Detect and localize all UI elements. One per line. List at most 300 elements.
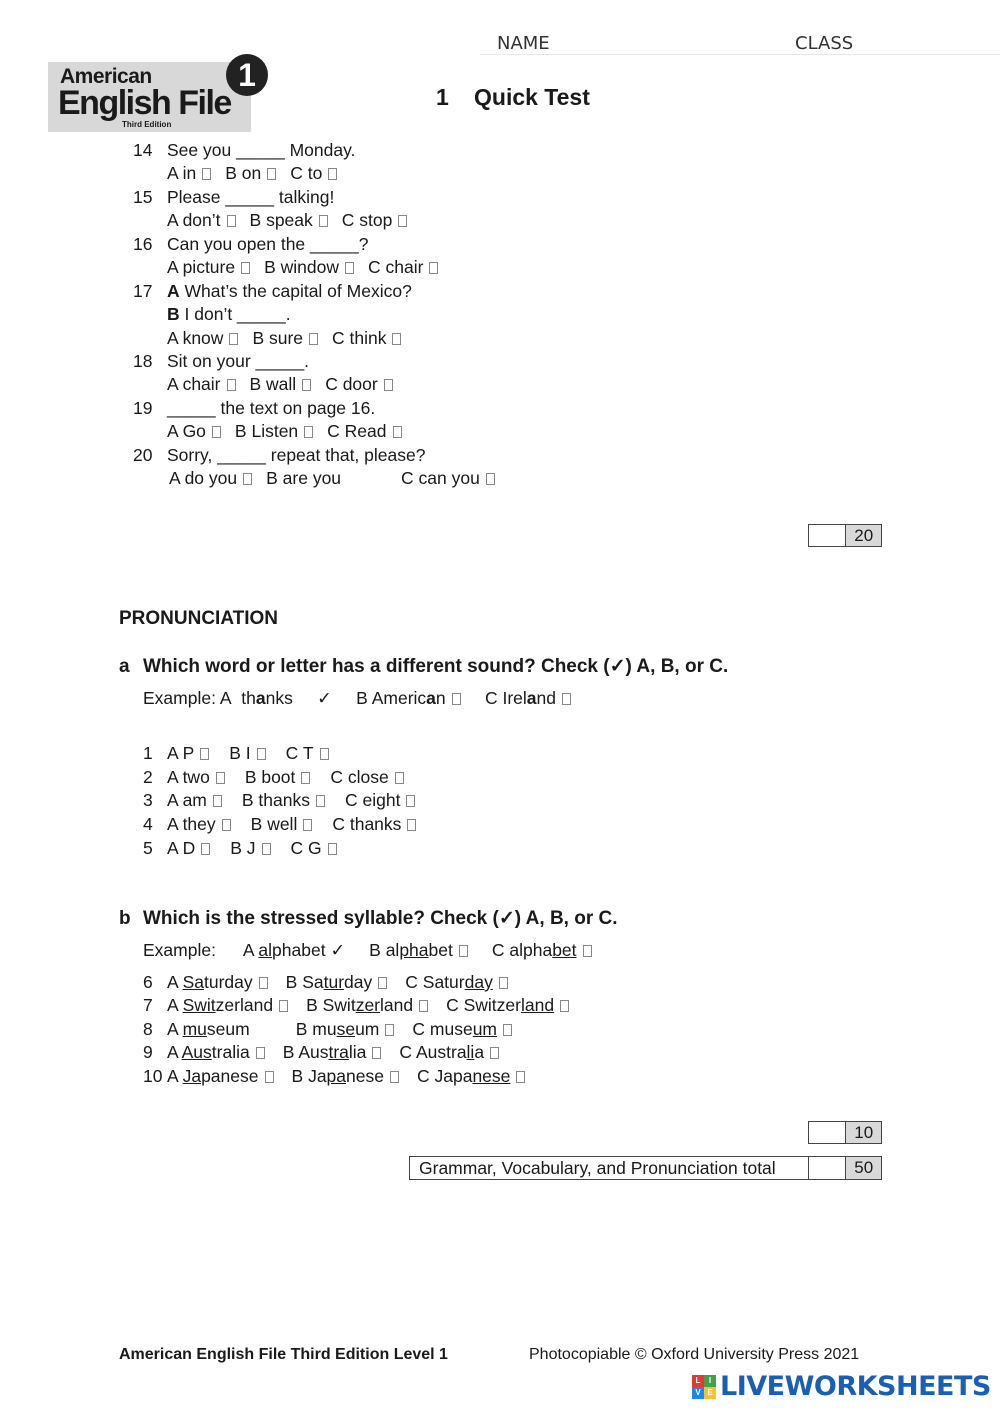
checkbox[interactable] xyxy=(562,693,571,705)
example-label: Example: A xyxy=(143,688,232,708)
question-options xyxy=(167,163,351,183)
checkbox[interactable] xyxy=(328,168,337,180)
checkbox[interactable] xyxy=(392,333,401,345)
option[interactable] xyxy=(283,1042,382,1062)
checkbox[interactable] xyxy=(320,748,329,760)
score-entry[interactable] xyxy=(809,1122,846,1143)
option-label: C stop xyxy=(341,210,393,230)
stressed-syllable: tur xyxy=(323,972,345,992)
title-text: Quick Test xyxy=(474,84,590,110)
option[interactable] xyxy=(266,468,341,488)
item-number: 10 xyxy=(143,1066,163,1086)
option-letter: C xyxy=(416,1066,430,1086)
footer-title: American English File Third Edition Level 1 xyxy=(119,1346,448,1363)
item-number: 4 xyxy=(143,814,153,834)
option-label: B well xyxy=(250,814,298,834)
option[interactable] xyxy=(286,743,329,763)
stressed-syllable: pa xyxy=(326,1066,347,1086)
option-label: B thanks xyxy=(241,790,310,810)
example-check: ✓ xyxy=(330,940,346,960)
header-rule xyxy=(480,54,1000,55)
checkbox[interactable] xyxy=(499,977,508,989)
stressed-syllable: Sa xyxy=(182,972,204,992)
option-letter: A xyxy=(167,995,178,1015)
score-max: 20 xyxy=(846,525,881,546)
option-letter: C xyxy=(491,940,505,960)
option-label: C G xyxy=(290,838,322,858)
checkbox[interactable] xyxy=(265,1071,274,1083)
question-text: See you _____ Monday. xyxy=(167,140,356,160)
checkbox[interactable] xyxy=(328,843,337,855)
score-box-grammar xyxy=(808,524,882,547)
score-entry[interactable] xyxy=(809,1157,846,1179)
example-option-c: C Ireland xyxy=(484,688,556,708)
stressed-syllable: tra xyxy=(328,1042,349,1062)
checkbox[interactable] xyxy=(419,1000,428,1012)
part-b-item xyxy=(143,1066,543,1086)
option-letter: C xyxy=(446,995,459,1015)
example-option xyxy=(369,940,468,960)
option-letter: A xyxy=(167,1042,178,1062)
option-label: B window xyxy=(264,257,340,277)
syllable: lia xyxy=(348,1042,367,1062)
option[interactable] xyxy=(167,328,238,348)
checkbox[interactable] xyxy=(216,772,225,784)
stressed-syllable: zer xyxy=(355,995,380,1015)
question-stem xyxy=(133,398,375,418)
option[interactable] xyxy=(368,257,438,277)
example-option-b: B American xyxy=(356,688,446,708)
option-label: A D xyxy=(167,838,196,858)
question-number: 18 xyxy=(133,351,153,371)
item-number: 2 xyxy=(143,767,153,787)
stressed-syllable: li xyxy=(466,1042,475,1062)
part-b-example xyxy=(143,940,612,960)
checkbox[interactable] xyxy=(301,772,310,784)
checkbox[interactable] xyxy=(393,426,402,438)
option[interactable] xyxy=(405,972,508,992)
checkbox[interactable] xyxy=(486,473,495,485)
item-number: 9 xyxy=(143,1042,153,1062)
checkbox[interactable] xyxy=(378,977,387,989)
option[interactable] xyxy=(327,421,401,441)
question-stem xyxy=(133,140,355,160)
option-letter: B xyxy=(306,995,318,1015)
option[interactable] xyxy=(291,838,337,858)
syllable: nese xyxy=(346,1066,384,1086)
stressed-syllable: se xyxy=(336,1019,356,1039)
question-text: Please _____ talking! xyxy=(167,187,335,207)
question-text: What’s the capital of Mexico? xyxy=(184,281,412,301)
option[interactable] xyxy=(167,1019,250,1039)
option-label: C thanks xyxy=(332,814,402,834)
question-stem xyxy=(133,445,425,465)
option[interactable] xyxy=(412,1019,512,1039)
checkbox[interactable] xyxy=(267,168,276,180)
example-option xyxy=(243,940,345,960)
syllable: Switzer xyxy=(463,995,521,1015)
question-stem xyxy=(133,281,412,301)
checkbox[interactable] xyxy=(395,772,404,784)
logo-edition: Third Edition xyxy=(122,120,172,129)
question-number: 20 xyxy=(133,445,153,465)
option[interactable] xyxy=(167,257,250,277)
checkbox[interactable] xyxy=(200,748,209,760)
part-b-letter: b xyxy=(119,908,131,929)
option[interactable] xyxy=(167,814,231,834)
question-number: 17 xyxy=(133,281,153,301)
checkbox[interactable] xyxy=(384,379,393,391)
option[interactable] xyxy=(167,838,210,858)
total-label: Grammar, Vocabulary, and Pronunciation total xyxy=(409,1156,810,1180)
stressed-syllable: bet xyxy=(552,940,577,960)
option-label: B sure xyxy=(252,328,304,348)
option[interactable] xyxy=(229,743,265,763)
option[interactable] xyxy=(167,210,236,230)
option[interactable] xyxy=(417,1066,525,1086)
option[interactable] xyxy=(290,163,337,183)
example-check: ✓ xyxy=(317,688,332,708)
checkbox[interactable] xyxy=(385,1024,394,1036)
option-letter: B xyxy=(285,972,298,992)
item-number: 1 xyxy=(143,743,153,763)
title-number: 1 xyxy=(436,84,449,110)
checkbox[interactable] xyxy=(345,262,354,274)
part-a-item xyxy=(143,814,436,834)
option[interactable] xyxy=(252,328,318,348)
example-option xyxy=(492,940,592,960)
syllable: al xyxy=(385,940,400,960)
part-b-instruction xyxy=(119,907,618,930)
option[interactable] xyxy=(251,814,313,834)
checkbox[interactable] xyxy=(213,795,222,807)
stressed-syllable: al xyxy=(258,940,273,960)
option-letter: B xyxy=(295,1019,308,1039)
question-options xyxy=(167,210,421,230)
option[interactable] xyxy=(330,767,403,787)
checkbox[interactable] xyxy=(516,1071,525,1083)
option[interactable] xyxy=(286,972,388,992)
syllable: land xyxy=(380,995,414,1015)
question-text: Can you open the _____? xyxy=(167,234,369,254)
question-options xyxy=(167,374,407,394)
question-number: 14 xyxy=(133,140,153,160)
option-letter: A xyxy=(167,1066,178,1086)
option-label: A they xyxy=(167,814,216,834)
liveworksheets-icon xyxy=(692,1375,716,1399)
item-number: 7 xyxy=(143,995,153,1015)
option[interactable] xyxy=(167,1042,265,1062)
checkbox[interactable] xyxy=(560,1000,569,1012)
question-options xyxy=(169,468,509,488)
option-label: C eight xyxy=(345,790,401,810)
option-label: C door xyxy=(325,374,378,394)
checkbox[interactable] xyxy=(303,819,312,831)
score-box-pronunciation xyxy=(808,1121,882,1144)
stressed-syllable: Ja xyxy=(182,1066,202,1086)
icon-tile: L xyxy=(692,1375,704,1387)
stressed-syllable: mu xyxy=(182,1019,207,1039)
option-label: A do you xyxy=(169,468,238,488)
checkbox[interactable] xyxy=(212,426,221,438)
option-label: B are you xyxy=(266,468,342,488)
speaker-a: A xyxy=(167,281,180,301)
question-options xyxy=(167,328,415,348)
checkbox[interactable] xyxy=(309,333,318,345)
option-label: A Go xyxy=(167,421,206,441)
question-number: 15 xyxy=(133,187,153,207)
checkbox[interactable] xyxy=(229,333,238,345)
question-text: _____ the text on page 16. xyxy=(167,398,376,418)
question-options xyxy=(167,421,416,441)
option-label: A in xyxy=(167,163,197,183)
checkbox[interactable] xyxy=(407,819,416,831)
option[interactable] xyxy=(245,767,311,787)
option[interactable] xyxy=(225,163,276,183)
example-label: Example: xyxy=(143,940,216,960)
option[interactable] xyxy=(325,374,393,394)
question-stem-b xyxy=(167,304,291,324)
checkbox[interactable] xyxy=(227,215,236,227)
option-label: B J xyxy=(230,838,256,858)
question-number: 19 xyxy=(133,398,153,418)
option[interactable] xyxy=(167,767,225,787)
syllable: Satur xyxy=(422,972,465,992)
stressed-syllable: um xyxy=(472,1019,497,1039)
item-number: 8 xyxy=(143,1019,153,1039)
option[interactable] xyxy=(296,1019,395,1039)
icon-tile: E xyxy=(704,1387,716,1399)
option-letter: B xyxy=(369,940,381,960)
checkbox[interactable] xyxy=(227,379,236,391)
question-options xyxy=(167,257,452,277)
option-label: B speak xyxy=(249,210,313,230)
option[interactable] xyxy=(167,790,222,810)
question-stem xyxy=(133,351,309,371)
checkbox[interactable] xyxy=(459,945,468,957)
question-number: 16 xyxy=(133,234,153,254)
option-label: C chair xyxy=(368,257,424,277)
logo xyxy=(48,62,251,132)
option-letter: B xyxy=(291,1066,304,1086)
option-label: B I xyxy=(229,743,251,763)
item-number: 6 xyxy=(143,972,153,992)
logo-line1: American xyxy=(60,65,152,88)
question-stem xyxy=(133,187,334,207)
syllable: Japa xyxy=(434,1066,473,1086)
checkbox[interactable] xyxy=(372,1047,381,1059)
checkbox[interactable] xyxy=(259,977,268,989)
checkbox[interactable] xyxy=(202,168,211,180)
part-a-item xyxy=(143,743,349,763)
option-label: C Read xyxy=(327,421,387,441)
syllable: Austra xyxy=(415,1042,467,1062)
option-letter: A xyxy=(167,972,178,992)
checkbox[interactable] xyxy=(452,693,461,705)
syllable: panese xyxy=(201,1066,259,1086)
option-label: C can you xyxy=(401,468,480,488)
checkbox[interactable] xyxy=(262,843,271,855)
option[interactable] xyxy=(399,1042,499,1062)
checkbox[interactable] xyxy=(316,795,325,807)
item-number: 3 xyxy=(143,790,153,810)
page-title xyxy=(436,84,590,111)
option[interactable] xyxy=(167,163,211,183)
option[interactable] xyxy=(401,468,495,488)
syllable: day xyxy=(344,972,373,992)
option-label: A two xyxy=(167,767,210,787)
option-label: A don’t xyxy=(167,210,221,230)
checkbox[interactable] xyxy=(257,748,266,760)
syllable: zerland xyxy=(215,995,274,1015)
option[interactable] xyxy=(250,374,312,394)
question-text: Sorry, _____ repeat that, please? xyxy=(167,445,426,465)
syllable: turday xyxy=(204,972,253,992)
stressed-syllable: Aus xyxy=(181,1042,212,1062)
section-title-pronunciation: PRONUNCIATION xyxy=(119,608,279,629)
checkbox[interactable] xyxy=(406,795,415,807)
option[interactable] xyxy=(292,1066,399,1086)
option[interactable] xyxy=(169,468,252,488)
option-label: B on xyxy=(225,163,262,183)
footer-copyright: Photocopiable © Oxford University Press 2021 xyxy=(529,1346,860,1363)
option[interactable] xyxy=(167,421,221,441)
checkbox[interactable] xyxy=(201,843,210,855)
option-letter: C xyxy=(412,1019,426,1039)
syllable: Swit xyxy=(322,995,356,1015)
score-max: 50 xyxy=(846,1157,881,1179)
checkbox[interactable] xyxy=(243,473,252,485)
liveworksheets-text: LIVEWORKSHEETS xyxy=(720,1371,991,1402)
option[interactable] xyxy=(332,328,401,348)
stressed-syllable: land xyxy=(520,995,555,1015)
checkbox[interactable] xyxy=(279,1000,288,1012)
syllable: tralia xyxy=(211,1042,250,1062)
part-a-instruction xyxy=(119,655,728,678)
option[interactable] xyxy=(264,257,354,277)
checkbox[interactable] xyxy=(490,1047,499,1059)
liveworksheets-brand[interactable] xyxy=(692,1371,991,1402)
option[interactable] xyxy=(345,790,415,810)
option-label: C T xyxy=(285,743,314,763)
option-label: A chair xyxy=(167,374,221,394)
stressed-syllable: nese xyxy=(472,1066,511,1086)
option[interactable] xyxy=(167,374,236,394)
option[interactable] xyxy=(167,1066,274,1086)
checkbox[interactable] xyxy=(304,426,313,438)
option-label: A am xyxy=(167,790,207,810)
score-box-total xyxy=(808,1156,882,1180)
part-b-item xyxy=(143,995,587,1015)
part-a-example xyxy=(143,688,571,708)
syllable: Aus xyxy=(298,1042,329,1062)
checkbox[interactable] xyxy=(319,215,328,227)
checkbox[interactable] xyxy=(503,1024,512,1036)
option-label: A know xyxy=(167,328,224,348)
option-label: A picture xyxy=(167,257,236,277)
syllable: Ja xyxy=(308,1066,327,1086)
option-label: C to xyxy=(290,163,323,183)
stressed-syllable: pha xyxy=(399,940,429,960)
option-label: B Listen xyxy=(234,421,299,441)
part-b-item xyxy=(143,972,526,992)
item-number: 5 xyxy=(143,838,153,858)
question-text: Sit on your _____. xyxy=(167,351,310,371)
syllable: muse xyxy=(429,1019,473,1039)
option[interactable] xyxy=(167,743,209,763)
part-a-letter: a xyxy=(119,656,130,677)
option[interactable] xyxy=(167,995,288,1015)
checkbox[interactable] xyxy=(302,379,311,391)
syllable: alpha xyxy=(509,940,553,960)
speaker-b: B xyxy=(167,304,180,324)
checkbox[interactable] xyxy=(241,262,250,274)
checkbox[interactable] xyxy=(583,945,592,957)
score-max: 10 xyxy=(846,1122,881,1143)
option-label: C close xyxy=(330,767,389,787)
option-letter: B xyxy=(282,1042,295,1062)
class-label: CLASS xyxy=(795,33,854,54)
icon-tile: V xyxy=(692,1387,704,1399)
syllable: mu xyxy=(312,1019,337,1039)
option[interactable] xyxy=(250,210,328,230)
option-letter: C xyxy=(405,972,418,992)
option[interactable] xyxy=(167,972,268,992)
option-letter: A xyxy=(242,940,254,960)
stressed-syllable: day xyxy=(464,972,493,992)
option[interactable] xyxy=(446,995,569,1015)
option-label: B boot xyxy=(244,767,296,787)
part-a-item xyxy=(143,838,357,858)
score-entry[interactable] xyxy=(809,525,846,546)
logo-level-badge: 1 xyxy=(226,54,268,96)
question-stem xyxy=(133,234,368,254)
example-option-a: thanks xyxy=(241,688,293,708)
option-label: A P xyxy=(167,743,195,763)
syllable: seum xyxy=(206,1019,250,1039)
checkbox[interactable] xyxy=(398,215,407,227)
part-b-text: Which is the stressed syllable? Check (✓) A, B, or C. xyxy=(143,908,618,929)
option-letter: A xyxy=(167,1019,178,1039)
checkbox[interactable] xyxy=(222,819,231,831)
option[interactable] xyxy=(235,421,313,441)
name-label: NAME xyxy=(497,33,550,54)
option-letter: C xyxy=(399,1042,413,1062)
part-a-text: Which word or letter has a different sound? Check (✓) A, B, or C. xyxy=(143,656,729,677)
icon-tile: I xyxy=(704,1375,716,1387)
stressed-syllable: Swit xyxy=(182,995,216,1015)
part-b-item xyxy=(143,1019,530,1039)
syllable: bet xyxy=(428,940,453,960)
syllable: um xyxy=(355,1019,380,1039)
checkbox[interactable] xyxy=(256,1047,265,1059)
part-a-item xyxy=(143,790,435,810)
option[interactable] xyxy=(230,838,270,858)
option[interactable] xyxy=(332,814,416,834)
checkbox[interactable] xyxy=(429,262,438,274)
syllable: phabet xyxy=(272,940,326,960)
part-a-item xyxy=(143,767,424,787)
option[interactable] xyxy=(242,790,325,810)
checkbox[interactable] xyxy=(390,1071,399,1083)
option[interactable] xyxy=(342,210,408,230)
syllable: Sa xyxy=(302,972,324,992)
syllable: a xyxy=(474,1042,485,1062)
option-label: C think xyxy=(332,328,387,348)
question-text: I don’t _____. xyxy=(184,304,291,324)
option[interactable] xyxy=(306,995,428,1015)
logo-line2: English File xyxy=(58,84,231,122)
